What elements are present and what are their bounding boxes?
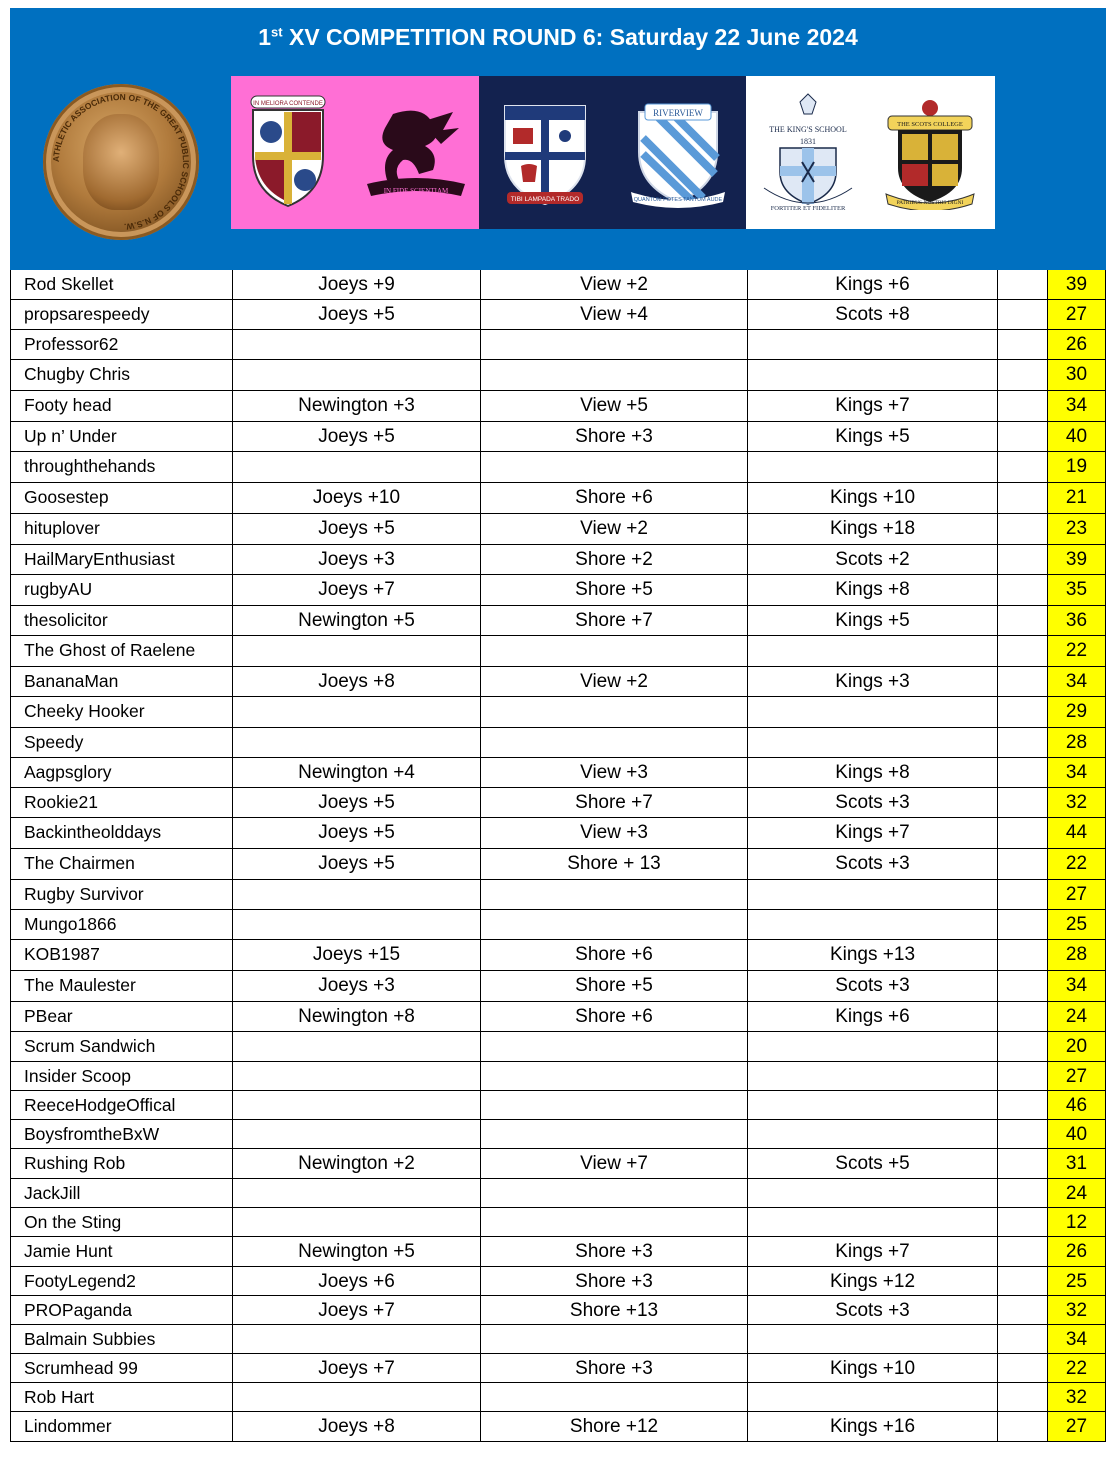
tipster-name: PROPaganda <box>10 1296 232 1325</box>
score-cell: 22 <box>1047 849 1106 880</box>
pick-game-1: Joeys +8 <box>232 1412 480 1442</box>
blank-cell <box>997 971 1047 1002</box>
score-cell: 23 <box>1047 514 1106 545</box>
score-cell: 27 <box>1047 880 1106 910</box>
blank-cell <box>997 1149 1047 1179</box>
pick-game-3 <box>747 728 997 758</box>
pick-game-3: Scots +3 <box>747 788 997 818</box>
pick-game-1 <box>232 1032 480 1062</box>
pick-game-2 <box>480 1208 747 1237</box>
pick-game-1 <box>232 330 480 360</box>
pick-game-2: View +3 <box>480 758 747 788</box>
blank-cell <box>997 1032 1047 1062</box>
pick-game-2 <box>480 452 747 483</box>
tipster-name: The Ghost of Raelene <box>10 636 232 667</box>
pick-game-3: Scots +8 <box>747 300 997 330</box>
pick-game-3 <box>747 1032 997 1062</box>
pick-game-1 <box>232 360 480 391</box>
pick-game-3: Kings +8 <box>747 758 997 788</box>
score-cell: 31 <box>1047 1149 1106 1179</box>
pick-game-3: Kings +18 <box>747 514 997 545</box>
svg-text:QUANTUM POTES TANTUM AUDE: QUANTUM POTES TANTUM AUDE <box>633 197 723 203</box>
pick-game-2: Shore +3 <box>480 1354 747 1383</box>
pick-game-1: Joeys +3 <box>232 971 480 1002</box>
pick-game-3: Scots +3 <box>747 849 997 880</box>
score-cell: 21 <box>1047 483 1106 514</box>
pick-game-2 <box>480 1091 747 1120</box>
score-cell: 25 <box>1047 910 1106 940</box>
logo-panel-navy <box>479 76 746 229</box>
score-cell: 34 <box>1047 758 1106 788</box>
joeys-crest-icon <box>245 92 331 212</box>
pick-game-3: Kings +10 <box>747 1354 997 1383</box>
pick-game-3 <box>747 636 997 667</box>
pick-game-2 <box>480 1032 747 1062</box>
pick-game-1 <box>232 636 480 667</box>
score-cell: 22 <box>1047 1354 1106 1383</box>
table-row <box>10 818 1106 849</box>
medal-face <box>83 114 159 210</box>
pick-game-2: View +2 <box>480 514 747 545</box>
blank-cell <box>997 667 1047 697</box>
pick-game-1: Joeys +9 <box>232 270 480 300</box>
pick-game-2: View +7 <box>480 1149 747 1179</box>
pick-game-3: Kings +8 <box>747 575 997 606</box>
pick-game-2: View +3 <box>480 818 747 849</box>
blank-cell <box>997 270 1047 300</box>
pick-game-1: Joeys +5 <box>232 514 480 545</box>
logo-panel-pink <box>231 76 479 229</box>
tipster-name: Scrum Sandwich <box>10 1032 232 1062</box>
svg-text:IN FIDE SCIENTIAM: IN FIDE SCIENTIAM <box>383 187 449 195</box>
pick-game-3: Kings +12 <box>747 1267 997 1296</box>
score-cell: 24 <box>1047 1179 1106 1208</box>
tipster-name: The Maulester <box>10 971 232 1002</box>
table-row <box>10 1383 1106 1412</box>
score-cell: 26 <box>1047 1237 1106 1267</box>
pick-game-3: Kings +3 <box>747 667 997 697</box>
pick-game-3 <box>747 360 997 391</box>
pick-game-1: Newington +5 <box>232 1237 480 1267</box>
table-row <box>10 1032 1106 1062</box>
pick-game-3: Scots +5 <box>747 1149 997 1179</box>
blank-cell <box>997 880 1047 910</box>
table-row <box>10 758 1106 788</box>
score-cell: 24 <box>1047 1002 1106 1032</box>
page-title: 1st XV COMPETITION ROUND 6: Saturday 22 June 2024 <box>258 24 858 50</box>
pick-game-1: Newington +5 <box>232 606 480 636</box>
table-row <box>10 849 1106 880</box>
tipster-name: On the Sting <box>10 1208 232 1237</box>
blank-cell <box>997 391 1047 422</box>
table-row <box>10 667 1106 697</box>
pick-game-2: View +2 <box>480 270 747 300</box>
blank-cell <box>997 545 1047 575</box>
tipster-name: BoysfromtheBxW <box>10 1120 232 1149</box>
score-cell: 36 <box>1047 606 1106 636</box>
blank-cell <box>997 1208 1047 1237</box>
tipster-name: Rugby Survivor <box>10 880 232 910</box>
score-cell: 27 <box>1047 1412 1106 1442</box>
pick-game-1 <box>232 1179 480 1208</box>
score-cell: 34 <box>1047 1325 1106 1354</box>
pick-game-1: Joeys +5 <box>232 818 480 849</box>
table-row <box>10 1296 1106 1325</box>
blank-cell <box>997 728 1047 758</box>
table-row <box>10 1149 1106 1179</box>
blank-cell <box>997 360 1047 391</box>
pick-game-1: Joeys +5 <box>232 300 480 330</box>
pick-game-3 <box>747 1325 997 1354</box>
table-row <box>10 1002 1106 1032</box>
svg-text:THE SCOTS COLLEGE: THE SCOTS COLLEGE <box>897 121 963 128</box>
tipster-name: Lindommer <box>10 1412 232 1442</box>
pick-game-1: Newington +3 <box>232 391 480 422</box>
svg-text:RIVERVIEW: RIVERVIEW <box>653 108 703 118</box>
svg-text:ATHLETIC ASSOCIATION OF THE GR: ATHLETIC ASSOCIATION OF THE GREAT PUBLIC SCHOOLS OF N.S.W. <box>50 91 192 232</box>
pick-game-2: Shore +3 <box>480 1237 747 1267</box>
pick-game-1 <box>232 452 480 483</box>
pick-game-2: Shore +12 <box>480 1412 747 1442</box>
table-row <box>10 360 1106 391</box>
svg-text:1831: 1831 <box>800 137 816 146</box>
blank-cell <box>997 788 1047 818</box>
table-row <box>10 1325 1106 1354</box>
pick-game-2 <box>480 1179 747 1208</box>
blank-cell <box>997 452 1047 483</box>
pick-game-1: Newington +4 <box>232 758 480 788</box>
pick-game-3: Scots +3 <box>747 1296 997 1325</box>
table-row <box>10 1237 1106 1267</box>
pick-game-2 <box>480 1120 747 1149</box>
table-row <box>10 636 1106 667</box>
tipster-name: FootyLegend2 <box>10 1267 232 1296</box>
blank-cell <box>997 1002 1047 1032</box>
pick-game-3 <box>747 880 997 910</box>
table-row <box>10 1120 1106 1149</box>
pick-game-1: Joeys +7 <box>232 1354 480 1383</box>
pick-game-3: Scots +3 <box>747 971 997 1002</box>
tipster-name: Insider Scoop <box>10 1062 232 1091</box>
blank-cell <box>997 1237 1047 1267</box>
tipster-name: ReeceHodgeOffical <box>10 1091 232 1120</box>
blank-cell <box>997 514 1047 545</box>
tipster-name: Rod Skellet <box>10 270 232 300</box>
score-cell: 19 <box>1047 452 1106 483</box>
tipster-name: thesolicitor <box>10 606 232 636</box>
tipster-name: Aagpsglory <box>10 758 232 788</box>
pick-game-1 <box>232 1383 480 1412</box>
svg-text:PATRIBUS NOSTRIS DIGNI: PATRIBUS NOSTRIS DIGNI <box>896 200 964 206</box>
pick-game-1 <box>232 1091 480 1120</box>
blank-cell <box>997 575 1047 606</box>
table-row <box>10 483 1106 514</box>
pick-game-1 <box>232 697 480 728</box>
tipster-name: JackJill <box>10 1179 232 1208</box>
pick-game-3: Kings +7 <box>747 1237 997 1267</box>
kings-school-crest-icon <box>756 92 860 214</box>
blank-cell <box>997 1062 1047 1091</box>
table-row <box>10 452 1106 483</box>
pick-game-2: Shore + 13 <box>480 849 747 880</box>
pick-game-2: Shore +6 <box>480 940 747 971</box>
table-row <box>10 1062 1106 1091</box>
pick-game-2: Shore +3 <box>480 422 747 452</box>
pick-game-3 <box>747 697 997 728</box>
pick-game-2: Shore +13 <box>480 1296 747 1325</box>
pick-game-3: Kings +5 <box>747 422 997 452</box>
score-cell: 46 <box>1047 1091 1106 1120</box>
pick-game-3: Kings +6 <box>747 270 997 300</box>
pick-game-3: Kings +7 <box>747 818 997 849</box>
score-cell: 22 <box>1047 636 1106 667</box>
tipster-name: Balmain Subbies <box>10 1325 232 1354</box>
tipster-name: Goosestep <box>10 483 232 514</box>
table-row <box>10 910 1106 940</box>
pick-game-1 <box>232 1062 480 1091</box>
tipster-name: Speedy <box>10 728 232 758</box>
score-cell: 44 <box>1047 818 1106 849</box>
tipster-name: hituplover <box>10 514 232 545</box>
table-row <box>10 971 1106 1002</box>
table-row <box>10 728 1106 758</box>
tipster-name: Backintheolddays <box>10 818 232 849</box>
pick-game-3 <box>747 1208 997 1237</box>
score-cell: 32 <box>1047 1383 1106 1412</box>
tipster-name: PBear <box>10 1002 232 1032</box>
tipster-name: BananaMan <box>10 667 232 697</box>
pick-game-1: Newington +2 <box>232 1149 480 1179</box>
pick-game-2: Shore +7 <box>480 606 747 636</box>
tipster-name: Jamie Hunt <box>10 1237 232 1267</box>
score-cell: 12 <box>1047 1208 1106 1237</box>
score-cell: 40 <box>1047 422 1106 452</box>
newington-griffin-icon <box>363 104 469 202</box>
blank-cell <box>997 636 1047 667</box>
pick-game-1: Joeys +7 <box>232 575 480 606</box>
tipster-name: propsarespeedy <box>10 300 232 330</box>
pick-game-2: View +2 <box>480 667 747 697</box>
pick-game-3 <box>747 330 997 360</box>
table-row <box>10 514 1106 545</box>
tipster-name: Chugby Chris <box>10 360 232 391</box>
pick-game-3: Kings +13 <box>747 940 997 971</box>
score-cell: 39 <box>1047 270 1106 300</box>
blank-cell <box>997 849 1047 880</box>
tipster-name: throughthehands <box>10 452 232 483</box>
pick-game-1 <box>232 1325 480 1354</box>
pick-game-2: View +4 <box>480 300 747 330</box>
score-cell: 26 <box>1047 330 1106 360</box>
pick-game-1: Joeys +5 <box>232 849 480 880</box>
pick-game-3 <box>747 1091 997 1120</box>
table-row <box>10 545 1106 575</box>
pick-game-2: Shore +6 <box>480 483 747 514</box>
table-row <box>10 270 1106 300</box>
blank-cell <box>997 330 1047 360</box>
pick-game-2 <box>480 910 747 940</box>
tipster-name: Mungo1866 <box>10 910 232 940</box>
svg-text:IN MELIORA CONTENDE: IN MELIORA CONTENDE <box>253 101 323 107</box>
blank-cell <box>997 1179 1047 1208</box>
tipster-name: Footy head <box>10 391 232 422</box>
svg-text:FORTITER ET FIDELITER: FORTITER ET FIDELITER <box>770 205 846 212</box>
score-cell: 34 <box>1047 391 1106 422</box>
pick-game-2 <box>480 1383 747 1412</box>
table-row <box>10 391 1106 422</box>
tipster-name: Rob Hart <box>10 1383 232 1412</box>
pick-game-2 <box>480 1325 747 1354</box>
pick-game-2 <box>480 636 747 667</box>
blank-cell <box>997 422 1047 452</box>
table-row <box>10 1354 1106 1383</box>
scots-college-crest-icon <box>882 98 978 210</box>
tipster-name: HailMaryEnthusiast <box>10 545 232 575</box>
table-row <box>10 1208 1106 1237</box>
blank-cell <box>997 1267 1047 1296</box>
table-row <box>10 330 1106 360</box>
score-cell: 30 <box>1047 360 1106 391</box>
pick-game-2: Shore +5 <box>480 971 747 1002</box>
score-cell: 27 <box>1047 1062 1106 1091</box>
table-row <box>10 940 1106 971</box>
pick-game-1: Joeys +8 <box>232 667 480 697</box>
blank-cell <box>997 1412 1047 1442</box>
svg-text:THE KING'S SCHOOL: THE KING'S SCHOOL <box>769 125 847 134</box>
pick-game-1: Joeys +5 <box>232 788 480 818</box>
table-row <box>10 1091 1106 1120</box>
pick-game-3: Kings +5 <box>747 606 997 636</box>
table-row <box>10 1179 1106 1208</box>
score-cell: 35 <box>1047 575 1106 606</box>
blank-cell <box>997 1120 1047 1149</box>
pick-game-1: Joeys +15 <box>232 940 480 971</box>
score-cell: 25 <box>1047 1267 1106 1296</box>
blank-cell <box>997 818 1047 849</box>
pick-game-3 <box>747 452 997 483</box>
blank-cell <box>997 1296 1047 1325</box>
pick-game-3 <box>747 1383 997 1412</box>
table-row <box>10 697 1106 728</box>
pick-game-2: Shore +5 <box>480 575 747 606</box>
tipster-name: Rushing Rob <box>10 1149 232 1179</box>
blank-cell <box>997 1091 1047 1120</box>
shore-crest-icon <box>499 100 591 210</box>
pick-game-1 <box>232 910 480 940</box>
score-cell: 27 <box>1047 300 1106 330</box>
blank-cell <box>997 606 1047 636</box>
table-row <box>10 1267 1106 1296</box>
score-cell: 32 <box>1047 1296 1106 1325</box>
pick-game-1 <box>232 1208 480 1237</box>
tipster-name: Up n’ Under <box>10 422 232 452</box>
table-row <box>10 422 1106 452</box>
header-banner <box>10 8 1106 270</box>
gps-medal-logo <box>43 84 199 240</box>
score-cell: 32 <box>1047 788 1106 818</box>
pick-game-3 <box>747 1120 997 1149</box>
tipster-name: rugbyAU <box>10 575 232 606</box>
pick-game-2 <box>480 880 747 910</box>
table-row <box>10 606 1106 636</box>
pick-game-1: Joeys +10 <box>232 483 480 514</box>
pick-game-2 <box>480 1062 747 1091</box>
table-row <box>10 1412 1106 1442</box>
pick-game-2: Shore +7 <box>480 788 747 818</box>
blank-cell <box>997 697 1047 728</box>
blank-cell <box>997 940 1047 971</box>
pick-game-1: Joeys +6 <box>232 1267 480 1296</box>
pick-game-2: View +5 <box>480 391 747 422</box>
blank-cell <box>997 483 1047 514</box>
pick-game-1: Joeys +5 <box>232 422 480 452</box>
svg-text:TIBI LAMPADA TRADO: TIBI LAMPADA TRADO <box>510 196 580 203</box>
blank-cell <box>997 758 1047 788</box>
pick-game-1 <box>232 880 480 910</box>
score-cell: 28 <box>1047 728 1106 758</box>
score-cell: 40 <box>1047 1120 1106 1149</box>
tipster-name: Rookie21 <box>10 788 232 818</box>
blank-cell <box>997 300 1047 330</box>
score-cell: 34 <box>1047 971 1106 1002</box>
table-row <box>10 788 1106 818</box>
table-row <box>10 300 1106 330</box>
pick-game-2: Shore +6 <box>480 1002 747 1032</box>
pick-game-2: Shore +2 <box>480 545 747 575</box>
pick-game-1 <box>232 728 480 758</box>
pick-game-3 <box>747 910 997 940</box>
logo-panel-white <box>746 76 995 229</box>
pick-game-2 <box>480 728 747 758</box>
pick-game-1: Newington +8 <box>232 1002 480 1032</box>
pick-game-3 <box>747 1062 997 1091</box>
blank-cell <box>997 1325 1047 1354</box>
blank-cell <box>997 910 1047 940</box>
pick-game-3: Kings +7 <box>747 391 997 422</box>
score-cell: 29 <box>1047 697 1106 728</box>
tipster-name: Cheeky Hooker <box>10 697 232 728</box>
pick-game-2 <box>480 330 747 360</box>
score-cell: 20 <box>1047 1032 1106 1062</box>
pick-game-3 <box>747 1179 997 1208</box>
table-row <box>10 880 1106 910</box>
table-row <box>10 575 1106 606</box>
pick-game-3: Kings +10 <box>747 483 997 514</box>
tipster-name: The Chairmen <box>10 849 232 880</box>
pick-game-1 <box>232 1120 480 1149</box>
tipster-name: KOB1987 <box>10 940 232 971</box>
pick-game-3: Kings +16 <box>747 1412 997 1442</box>
tipster-name: Scrumhead 99 <box>10 1354 232 1383</box>
pick-game-1: Joeys +7 <box>232 1296 480 1325</box>
score-cell: 39 <box>1047 545 1106 575</box>
riverview-crest-icon <box>623 98 733 208</box>
tipster-name: Professor62 <box>10 330 232 360</box>
pick-game-2 <box>480 697 747 728</box>
blank-cell <box>997 1354 1047 1383</box>
score-cell: 28 <box>1047 940 1106 971</box>
pick-game-2 <box>480 360 747 391</box>
pick-game-3: Scots +2 <box>747 545 997 575</box>
pick-game-3: Kings +6 <box>747 1002 997 1032</box>
pick-game-2: Shore +3 <box>480 1267 747 1296</box>
score-cell: 34 <box>1047 667 1106 697</box>
blank-cell <box>997 1383 1047 1412</box>
pick-game-1: Joeys +3 <box>232 545 480 575</box>
